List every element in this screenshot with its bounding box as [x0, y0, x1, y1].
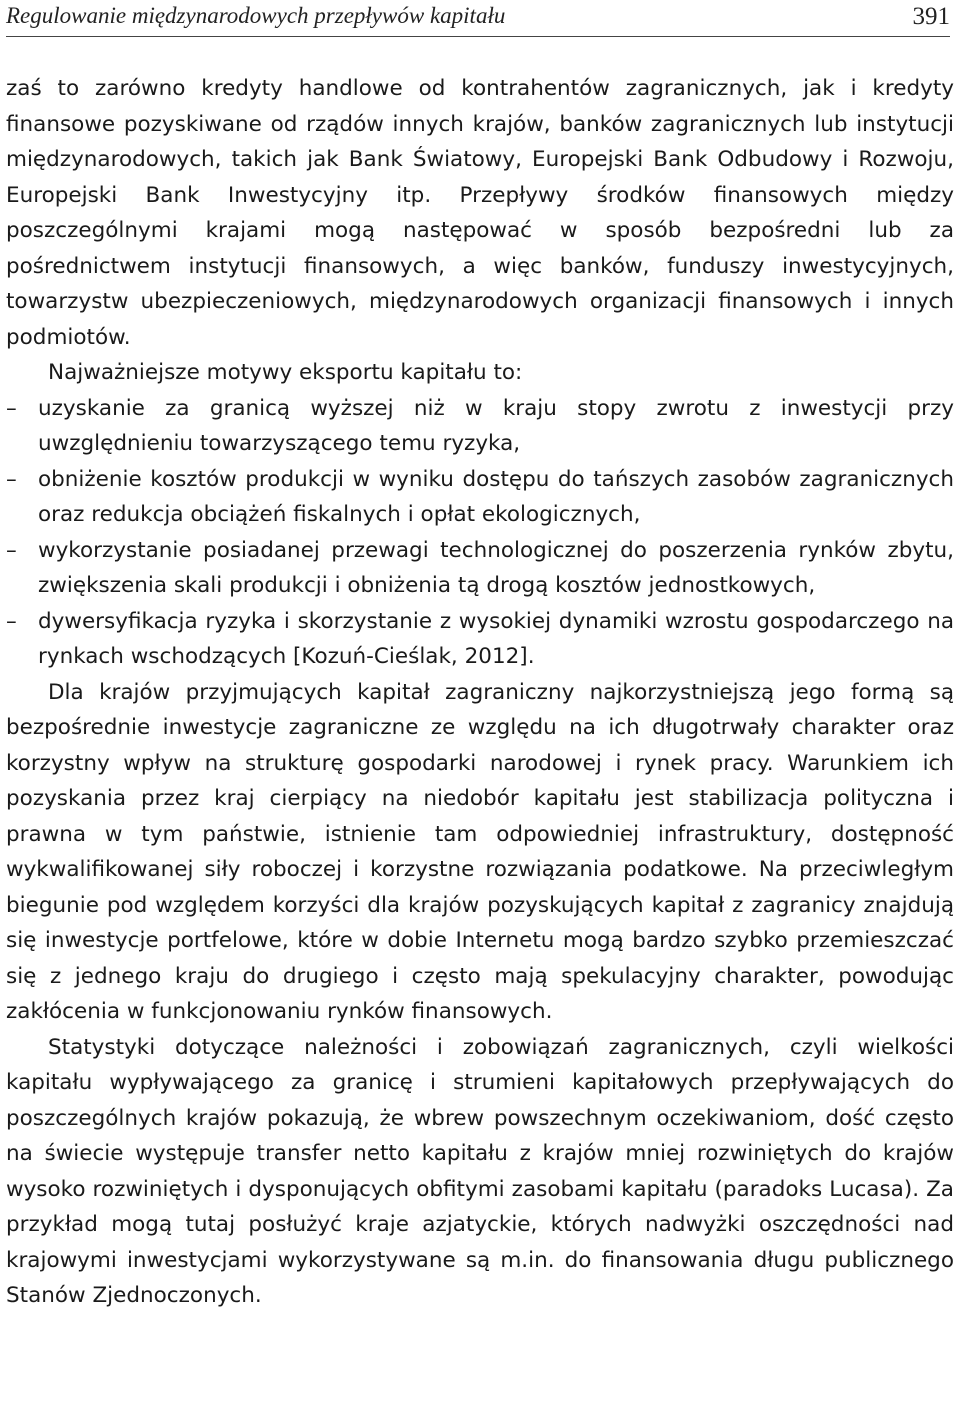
motives-intro: Najważniejsze motywy eksportu kapitału to: [48, 360, 523, 385]
paragraph-capital-flows: zaś to zarówno kredyty handlowe od kontrahentów zagranicznych, jak i kredyty finansowe pozyskiwane od rządów innych krajów, banków zagranicznych lub instytucji międzynarodowych, takich jak Bank Światowy, Europejski Bank Odbudowy i Rozwoju, Europejski Bank Inwestycyjny itp. Przepływy środków finansowych między poszczególnymi krajami mogą następować w sposób bezpośredni lub za pośrednictwem instytucji finansowych, a więc banków, funduszy inwestycyjnych, towarzystw ubezpieczeniowych, międzynarodowych organizacji finansowych i innych podmiotów. [6, 76, 954, 350]
page-number: 391 [912, 3, 950, 30]
paragraph-direct-investment: Dla krajów przyjmujących kapitał zagraniczny najkorzystniejszą jego formą są bezpośrednie inwestycje zagraniczne ze względu na ich długotrwały charakter oraz korzystny wpływ na strukturę gospodarki narodowej i rynek pracy. Warunkiem ich pozyskania przez kraj cierpiący na niedobór kapitału jest stabilizacja polityczna i prawna w tym państwie, istnienie tam odpowiedniej infrastruktury, dostępność wykwalifikowanej siły roboczej i korzystne rozwiązania podatkowe. Na przeciwległym biegunie pod względem korzyści dla krajów pozyskujących kapitał z zagranicy znajdują się inwestycje portfelowe, które w dobie Internetu mogą bardzo szybko przemieszczać się z jednego kraju do drugiego i często mają spekulacyjny charakter, powodując zakłócenia w funkcjonowaniu rynków finansowych. [6, 679, 954, 1024]
running-header-title: Regulowanie międzynarodowych przepływów kapitału [6, 3, 506, 28]
list-item: – uzyskanie za granicą wyższej niż w kraju stopy zwrotu z inwestycji przy uwzględnieniu towarzyszącego temu ryzyka, [6, 391, 954, 462]
motives-list [6, 391, 954, 675]
paragraph-statistics: Statystyki dotyczące należności i zobowiązań zagranicznych, czyli wielkości kapitału wypływającego za granicę i strumieni kapitałowych przepływających do poszczególnych krajów pokazują, że wbrew powszechnym oczekiwaniom, dość często na świecie występuje transfer netto kapitału z krajów mniej rozwiniętych do krajów wysoko rozwiniętych i dysponujących obfitymi zasobami kapitału (paradoks Lucasa). Za przykład mogą tutaj posłużyć kraje azjatyckie, których nadwyżki oszczędności nad krajowymi inwestycjami wykorzystywane są m.in. do finansowania długu publicznego Stanów Zjednoczonych. [6, 1034, 954, 1308]
body-text [6, 71, 954, 1314]
list-item: – dywersyfikacja ryzyka i skorzystanie z wysokiej dynamiki wzrostu gospodarczego na rynkach wschodzących [Kozuń-Cieślak, 2012]. [6, 604, 954, 675]
list-item: – wykorzystanie posiadanej przewagi technologicznej do poszerzenia rynków zbytu, zwiększenia skali produkcji i obniżenia tą drogą kosztów jednostkowych, [6, 533, 954, 604]
running-header [6, 0, 950, 37]
list-item: – obniżenie kosztów produkcji w wyniku dostępu do tańszych zasobów zagranicznych oraz redukcja obciążeń fiskalnych i opłat ekologicznych, [6, 462, 954, 533]
